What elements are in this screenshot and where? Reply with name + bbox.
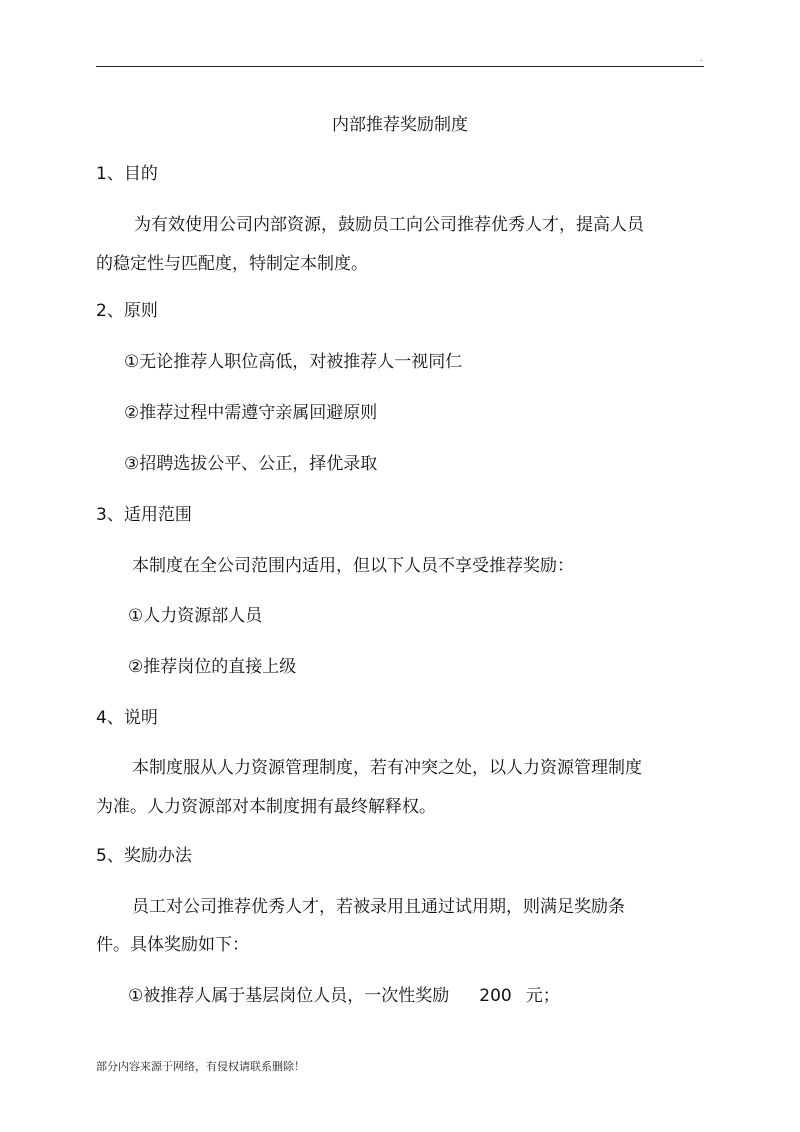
header-mark: . bbox=[700, 54, 703, 63]
section-5-paragraph-line-1: 员工对公司推荐优秀人才，若被录用且通过试用期，则满足奖励条 bbox=[132, 897, 625, 917]
section-1-paragraph-line-2: 的稳定性与匹配度，特制定本制度。 bbox=[96, 254, 368, 274]
reward-amount: 200 bbox=[479, 986, 512, 1006]
section-3-heading: 3、适用范围 bbox=[96, 505, 192, 525]
reward-item bbox=[128, 985, 560, 1007]
reward-item-text: ①被推荐人属于基层岗位人员，一次性奖励 bbox=[128, 986, 450, 1006]
reward-unit: 元； bbox=[525, 986, 560, 1006]
exclusion-item: ②推荐岗位的直接上级 bbox=[128, 657, 297, 677]
principle-item: ①无论推荐人职位高低，对被推荐人一视同仁 bbox=[124, 352, 463, 372]
section-2-heading: 2、原则 bbox=[96, 301, 158, 321]
header-rule bbox=[96, 66, 704, 67]
section-5-paragraph-line-2: 件。具体奖励如下： bbox=[96, 935, 249, 955]
document-title: 内部推荐奖励制度 bbox=[332, 115, 468, 135]
principle-item: ③招聘选拔公平、公正，择优录取 bbox=[124, 454, 378, 474]
principle-item: ②推荐过程中需遵守亲属回避原则 bbox=[124, 403, 378, 423]
section-5-heading: 5、奖励办法 bbox=[96, 846, 192, 866]
section-1-paragraph-line-1: 为有效使用公司内部资源，鼓励员工向公司推荐优秀人才，提高人员 bbox=[134, 215, 644, 235]
footer-disclaimer: 部分内容来源于网络，有侵权请联系删除！ bbox=[96, 1060, 305, 1073]
section-1-heading: 1、目的 bbox=[96, 164, 158, 184]
section-4-paragraph-line-2: 为准。人力资源部对本制度拥有最终解释权。 bbox=[96, 797, 436, 817]
section-4-heading: 4、说明 bbox=[96, 708, 158, 728]
section-4-paragraph-line-1: 本制度服从人力资源管理制度，若有冲突之处，以人力资源管理制度 bbox=[132, 758, 642, 778]
section-3-paragraph: 本制度在全公司范围内适用，但以下人员不享受推荐奖励： bbox=[132, 556, 574, 576]
exclusion-item: ①人力资源部人员 bbox=[128, 606, 263, 626]
